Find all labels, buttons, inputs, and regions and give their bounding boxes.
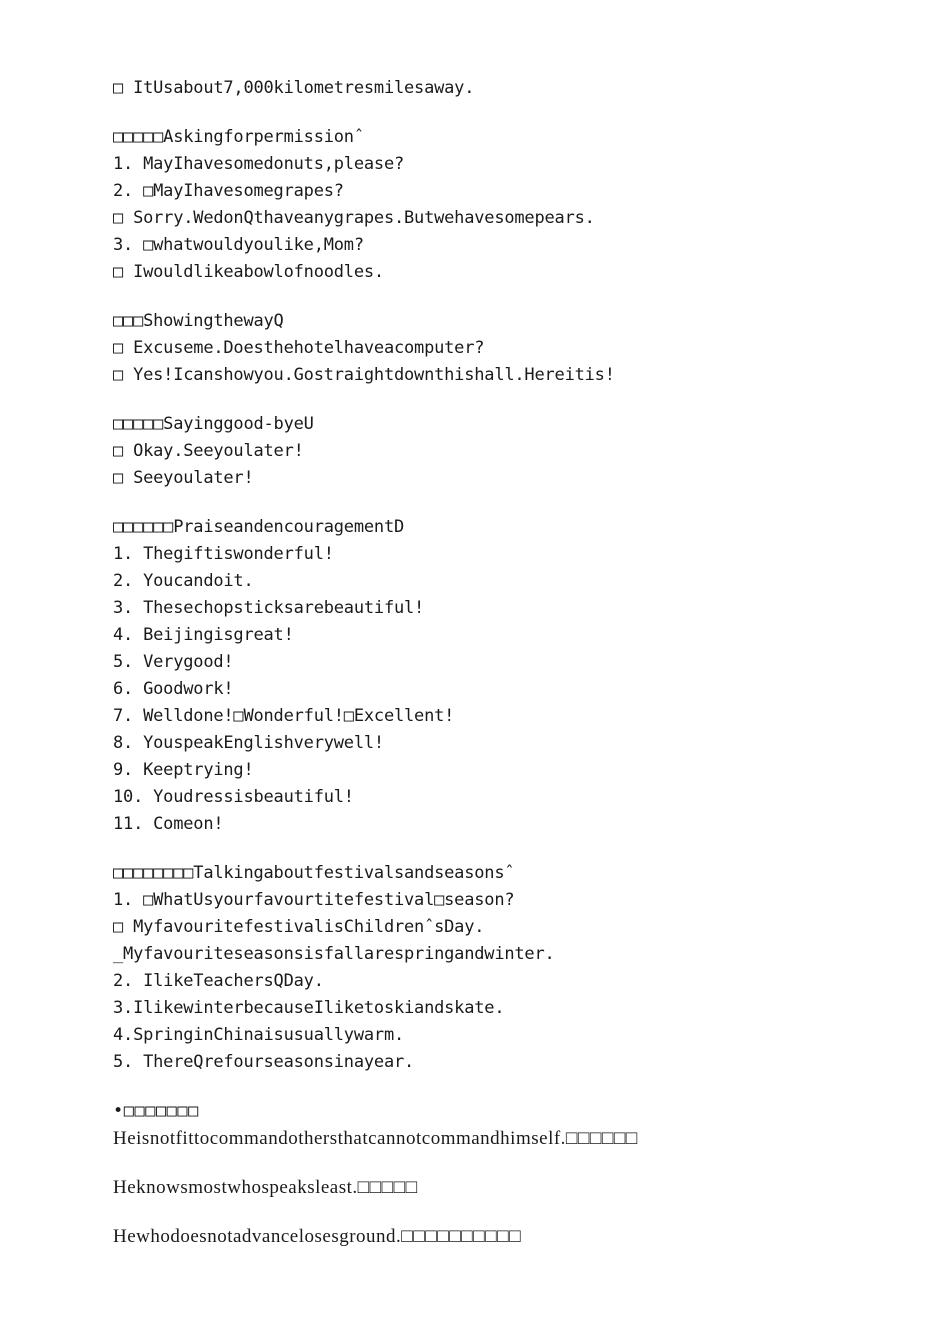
text-line: □ Sorry.WedonQthaveanygrapes.Butwehavesomepears. [113,208,595,228]
text-line: □ MyfavouritefestivalisChildrenˆsDay. [113,917,485,937]
text-line: 2. Youcandoit. [113,571,254,591]
text-line: □ Yes!Icanshowyou.Gostraightdownthishall.Hereitis! [113,365,615,385]
text-line: □ Iwouldlikeabowlofnoodles. [113,262,384,282]
section-saying-goodbye [113,411,893,492]
section-distance [113,75,893,102]
text-line: 3. □whatwouldyoulike,Mom? [113,235,364,255]
text-line: 11. Comeon! [113,814,224,834]
section-asking-permission [113,124,893,286]
text-line: 1. Thegiftiswonderful! [113,544,334,564]
text-line: _Myfavouriteseasonsisfallarespringandwinter. [113,944,555,964]
section-heading: □□□□□□□□Talkingaboutfestivalsandseasonsˆ [113,863,515,883]
text-line: 10. Youdressisbeautiful! [113,787,354,807]
text-line: 9. Keeptrying! [113,760,254,780]
text-line: □ Excuseme.Doesthehotelhaveacomputer? [113,338,485,358]
section-heading: □□□ShowingthewayQ [113,311,284,331]
text-line: 1. □WhatUsyourfavourtitefestival□season? [113,890,515,910]
proverb-line: Heknowsmostwhospeaksleast.□□□□□ [113,1177,418,1198]
text-line: 3. Thesechopsticksarebeautiful! [113,598,425,618]
text-line: 1. MayIhavesomedonuts,please? [113,154,405,174]
text-line: 7. Welldone!□Wonderful!□Excellent! [113,706,455,726]
text-line: 3.IlikewinterbecauseIliketoskiandskate. [113,998,505,1018]
text-line: 5. Verygood! [113,652,234,672]
section-heading: □□□□□Askingforpermissionˆ [113,127,364,147]
text-line: □ Seeyoulater! [113,468,254,488]
text-line: 2. IlikeTeachersQDay. [113,971,324,991]
proverb-line: Heisnotfittocommandothersthatcannotcommandhimself.□□□□□□ [113,1128,638,1149]
section-proverbs [113,1098,893,1250]
proverb-line: Hewhodoesnotadvancelosesground.□□□□□□□□□□ [113,1226,522,1247]
section-heading: □□□□□□PraiseandencouragementD [113,517,405,537]
section-festivals-seasons [113,860,893,1076]
section-heading: •□□□□□□□ [113,1101,199,1121]
section-heading: □□□□□Sayinggood-byeU [113,414,314,434]
section-showing-way [113,308,893,389]
text-line: □ ItUsabout7,000kilometresmilesaway. [113,78,475,98]
text-line: 8. YouspeakEnglishverywell! [113,733,384,753]
text-line: 2. □MayIhavesomegrapes? [113,181,344,201]
text-line: 6. Goodwork! [113,679,234,699]
text-line: 4. Beijingisgreat! [113,625,294,645]
text-line: □ Okay.Seeyoulater! [113,441,304,461]
text-line: 4.SpringinChinaisusuallywarm. [113,1025,405,1045]
text-line: 5. ThereQrefourseasonsinayear. [113,1052,415,1072]
section-praise [113,514,893,838]
document-page [113,75,893,1250]
